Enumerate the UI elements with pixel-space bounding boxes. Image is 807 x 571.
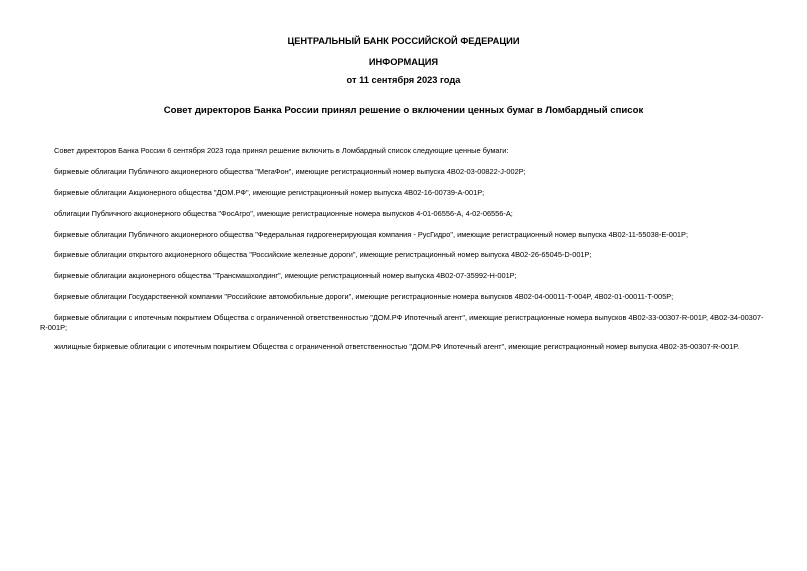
document-type: ИНФОРМАЦИЯ [368, 57, 439, 67]
organization-name: ЦЕНТРАЛЬНЫЙ БАНК РОССИЙСКОЙ ФЕДЕРАЦИИ [287, 36, 520, 46]
list-item: облигации Публичного акционерного общества "ФосАгро", имеющие регистрационные номера выпусков 4-01-06556-A, 4-02-06556-A; [54, 209, 513, 218]
list-item: биржевые облигации открытого акционерного общества "Российские железные дороги", имеющие регистрационный номер выпуска 4B02-26-65045-D-001P; [54, 250, 592, 259]
document-date: от 11 сентября 2023 года [346, 75, 461, 85]
list-item: биржевые облигации Государственной компании "Российские автомобильные дороги", имеющие регистрационные номера выпусков 4B02-04-00011-T-004P, 4B02-01-00011-T-005P; [54, 292, 674, 301]
list-item: жилищные биржевые облигации с ипотечным покрытием Общества с ограниченной ответственностью "ДОМ.РФ Ипотечный агент", имеющие регистрационный номер выпуска 4B02-35-00307-R-001P. [54, 342, 740, 351]
list-item: биржевые облигации Публичного акционерного общества "МегаФон", имеющие регистрационный номер выпуска 4B02-03-00822-J-002P; [54, 167, 526, 176]
list-item: биржевые облигации Акционерного общества "ДОМ.РФ", имеющие регистрационный номер выпуска 4B02-16-00739-A-001P; [54, 188, 485, 197]
list-item: биржевые облигации Публичного акционерного общества "Федеральная гидрогенерирующая компания - РусГидро", имеющие регистрационный номер выпуска 4B02-11-55038-E-001P; [54, 230, 689, 239]
list-item: биржевые облигации с ипотечным покрытием Общества с ограниченной ответственностью "ДОМ.РФ Ипотечный агент", имеющие регистрационные номера выпусков 4B02-33-00307-R-001P, 4B02-34-00307-R-001P; [40, 313, 764, 332]
document-title: Совет директоров Банка России принял решение о включении ценных бумаг в Ломбардный список [163, 105, 644, 116]
list-item: биржевые облигации акционерного общества "Трансмашхолдинг", имеющие регистрационный номер выпуска 4B02-07-35992-H-001P; [54, 271, 517, 280]
intro-paragraph: Совет директоров Банка России 6 сентября 2023 года принял решение включить в Ломбардный список следующие ценные бумаги: [54, 146, 509, 155]
